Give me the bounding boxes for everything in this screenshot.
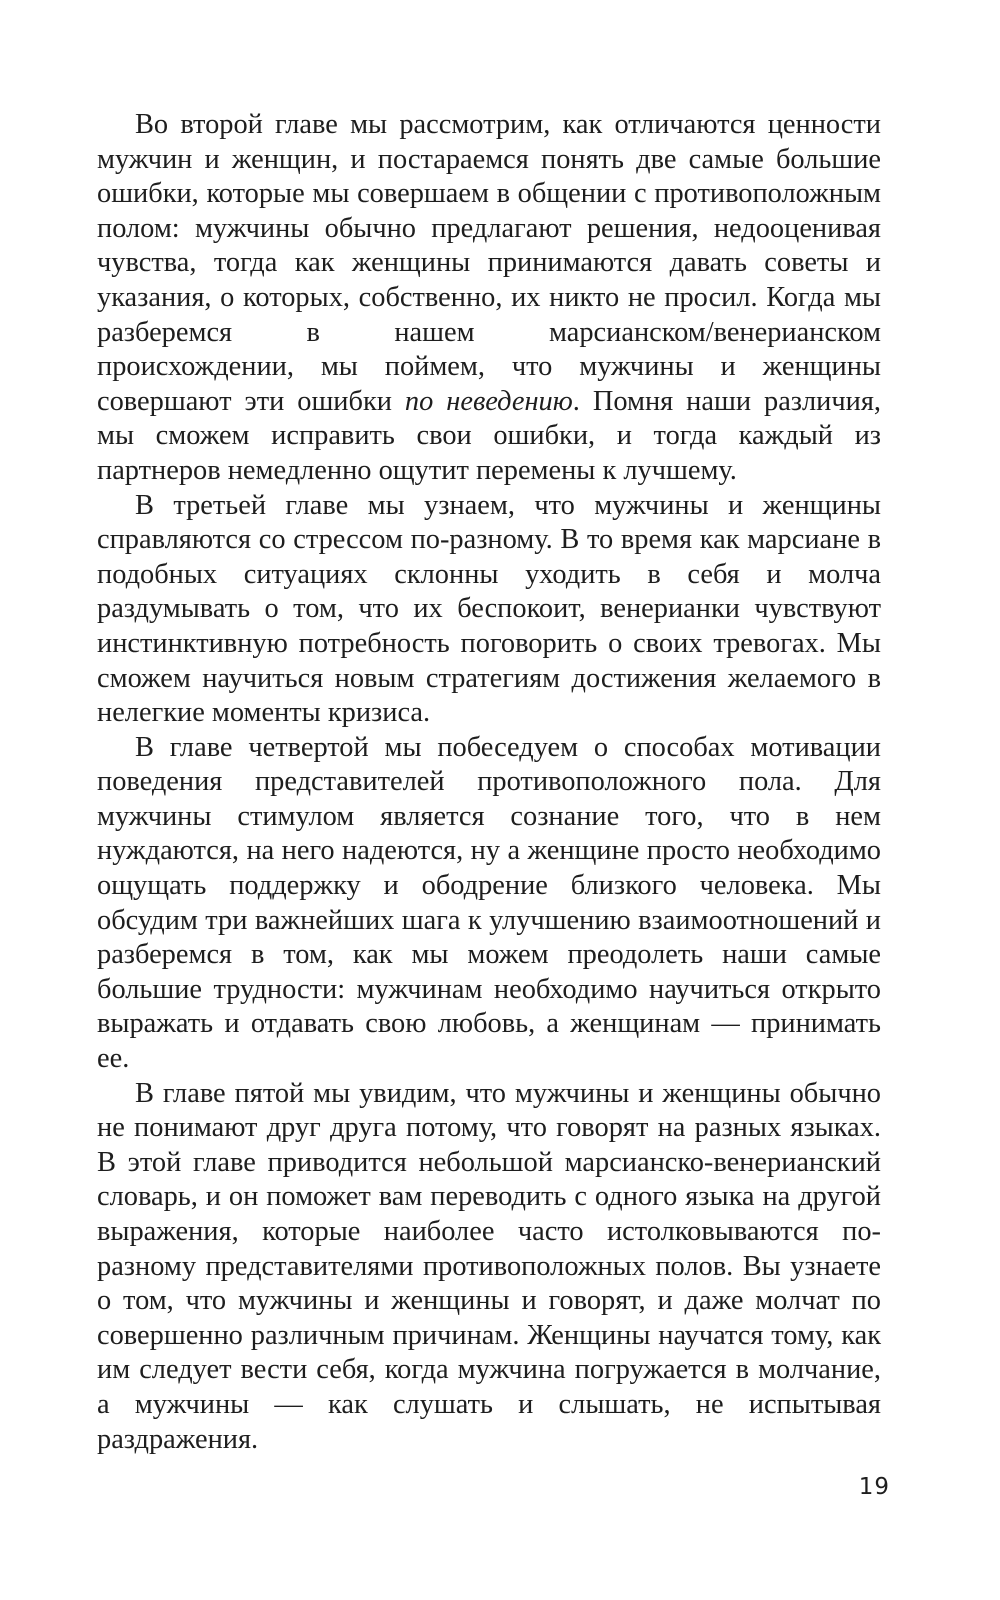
- paragraph-chapter-five: В главе пятой мы увидим, что мужчины и женщины обычно не понимают друг друга потому, что говорят на разных языках. В этой главе приводится небольшой марсианско-венерианский словарь, и он поможет вам переводить с одного языка на другой выражения, которые наиболее часто истолковываются по-разному представителями противоположных полов. Вы узнаете о том, что мужчины и женщины и говорят, и даже молчат по совершенно различным причинам. Женщины научатся тому, как им следует вести себя, когда мужчина погружается в молчание, а мужчины — как слушать и слышать, не испытывая раздражения.: [97, 1077, 881, 1455]
- page-number: 19: [858, 1474, 890, 1500]
- italic-emphasis: по неведению: [404, 385, 573, 417]
- paragraph-chapter-two: [97, 108, 881, 489]
- paragraph-chapter-three: В третьей главе мы узнаем, что мужчины и женщины справляются со стрессом по-разному. В то время как марсиане в подобных ситуациях склонны уходить в себя и молча раздумывать о том, что их беспокоит, венерианки чувствуют инстинктивную потребность поговорить о своих тревогах. Мы сможем научиться новым стратегиям достижения желаемого в нелегкие моменты кризиса.: [97, 489, 881, 729]
- paragraph-chapter-four: В главе четвертой мы побеседуем о способах мотивации поведения представителей противоположного пола. Для мужчины стимулом является сознание того, что в нем нуждаются, на него надеются, ну а женщине просто необходимо ощущать поддержку и ободрение близкого человека. Мы обсудим три важнейших шага к улучшению взаимоотношений и разберемся в том, как мы можем преодолеть наши самые большие трудности: мужчинам необходимо научиться открыто выражать и отдавать свою любовь, а женщинам — принимать ее.: [97, 731, 881, 1075]
- paragraph-chapter-two-text-start: Во второй главе мы рассмотрим, как отличаются ценности мужчин и женщин, и постараемся понять две самые большие ошибки, которые мы совершаем в общении с противоположным полом: мужчины обычно предлагают решения, недооценивая чувства, тогда как женщины принимаются давать советы и указания, о которых, собственно, их никто не просил. Когда мы разберемся в нашем марсианском/венерианском происхождении, мы поймем, что мужчины и женщины совершают эти ошибки: [97, 109, 881, 417]
- paragraph-chapter-two-text-end: . Помня наши различия, мы сможем исправить свои ошибки, и тогда каждый из партнеров немедленно ощутит перемены к лучшему.: [97, 385, 882, 486]
- page-text-body: [97, 108, 881, 1457]
